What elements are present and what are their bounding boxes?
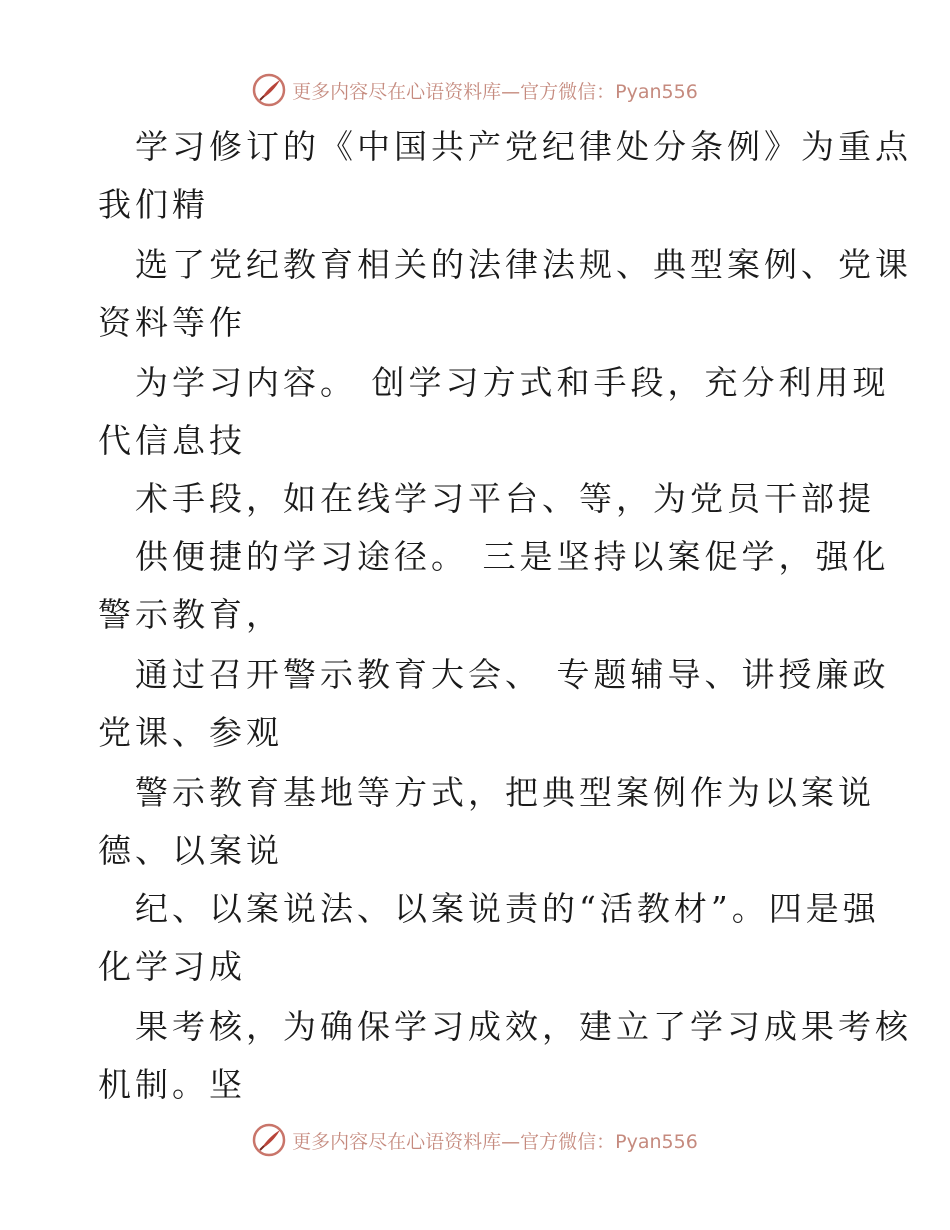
text-line: 警示教育， (98, 595, 283, 634)
text-line: 供便捷的学习途径。 三是坚持以案促学，强化 (135, 537, 890, 576)
text-line: 党课、参观 (98, 713, 283, 752)
text-line: 果考核，为确保学习成效，建立了学习成果考核 (135, 1007, 912, 1046)
text-line: 纪、以案说法、以案说责的“活教材”。四是强 (135, 889, 880, 928)
footer-watermark-banner (0, 1120, 950, 1160)
text-line: 化学习成 (98, 947, 246, 986)
text-line: 为学习内容。 创学习方式和手段，充分利用现 (135, 363, 890, 402)
text-line: 德、以案说 (98, 831, 283, 870)
text-line: 警示教育基地等方式，把典型案例作为以案说 (135, 773, 875, 812)
header-watermark-text: 更多内容尽在心语资料库—官方微信：Pyan556 (292, 80, 698, 103)
text-line: 代信息技 (98, 421, 246, 460)
text-line: 我们精 (98, 185, 209, 224)
text-line: 选了党纪教育相关的法律法规、典型案例、党课 (135, 245, 912, 284)
text-line: 资料等作 (98, 303, 246, 342)
footer-watermark-text: 更多内容尽在心语资料库—官方微信：Pyan556 (292, 1130, 698, 1153)
header-watermark-banner (0, 70, 950, 110)
text-line: 通过召开警示教育大会、 专题辅导、讲授廉政 (135, 655, 890, 694)
text-line: 机制。坚 (98, 1065, 246, 1104)
quill-logo-icon (252, 73, 286, 107)
quill-logo-icon (252, 1123, 286, 1157)
text-line: 学习修订的《中国共产党纪律处分条例》为重点 (135, 127, 912, 166)
text-line: 术手段，如在线学习平台、等，为党员干部提 (135, 479, 875, 518)
